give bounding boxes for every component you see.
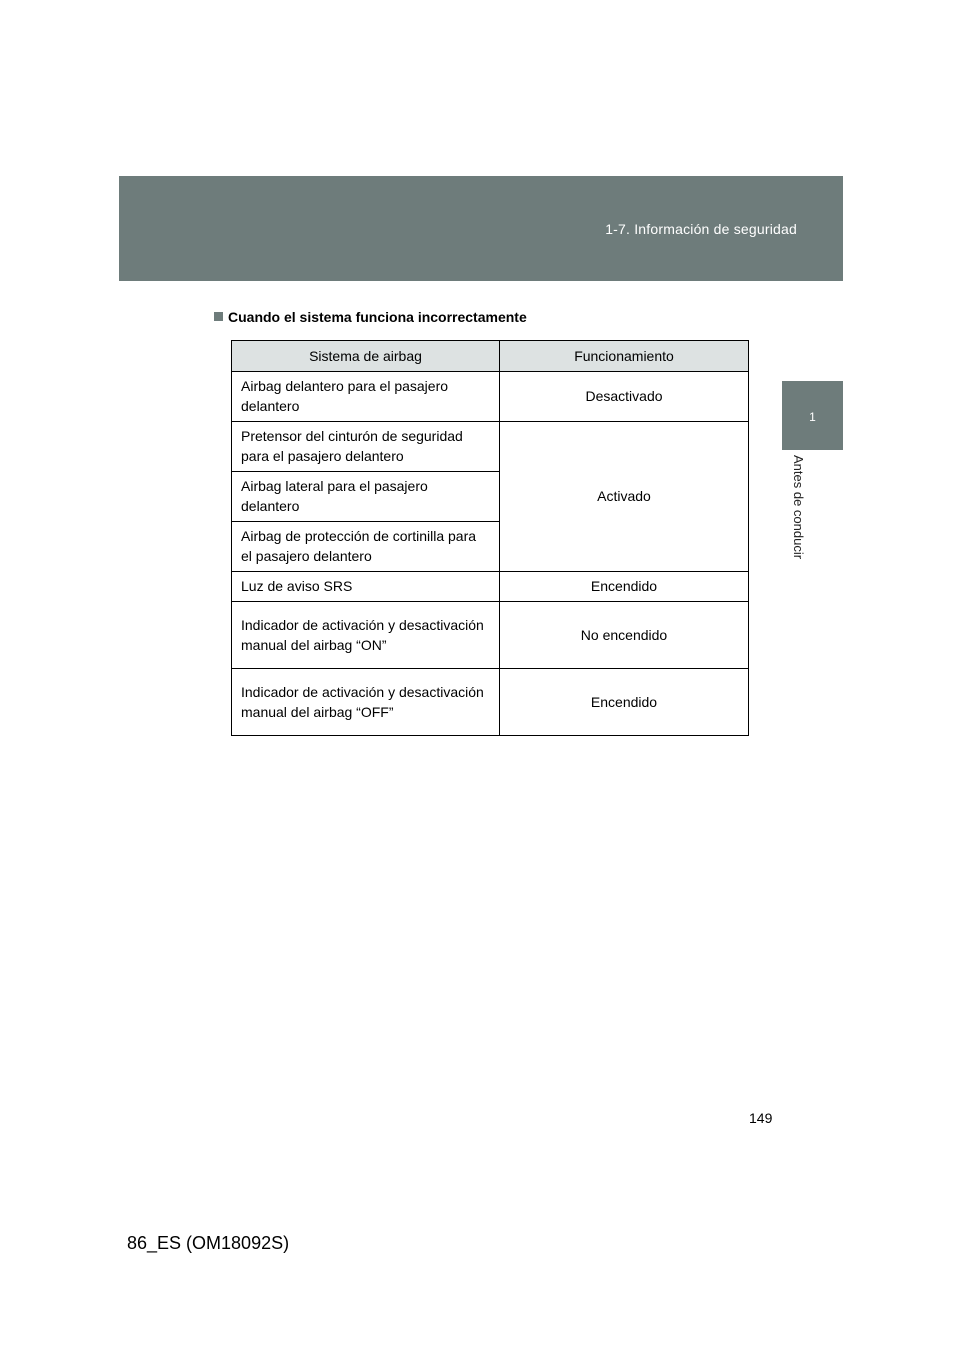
state-cell: Encendido [500, 669, 749, 736]
state-cell: No encendido [500, 602, 749, 669]
section-title: 1-7. Información de seguridad [605, 221, 797, 237]
system-cell: Pretensor del cinturón de seguridad para el pasajero delantero [232, 422, 500, 472]
subheading [214, 309, 527, 325]
chapter-label: Antes de conducir [791, 455, 806, 560]
header-band [119, 176, 843, 281]
system-cell: Airbag de protección de cortinilla para el pasajero delantero [232, 522, 500, 572]
table-row [232, 422, 749, 472]
state-cell: Desactivado [500, 372, 749, 422]
state-cell: Activado [500, 422, 749, 572]
table-row [232, 572, 749, 602]
table-row [232, 372, 749, 422]
bullet-square-icon [214, 312, 223, 321]
system-cell: Luz de aviso SRS [232, 572, 500, 602]
system-cell: Airbag delantero para el pasajero delantero [232, 372, 500, 422]
page-number: 149 [749, 1110, 773, 1126]
system-cell: Airbag lateral para el pasajero delantero [232, 472, 500, 522]
document-code: 86_ES (OM18092S) [127, 1233, 290, 1253]
column-header-system: Sistema de airbag [232, 341, 500, 372]
chapter-tab [782, 381, 843, 450]
system-cell: Indicador de activación y desactivación manual del airbag “ON” [232, 602, 500, 669]
chapter-number: 1 [809, 410, 816, 424]
table-header-row [232, 341, 749, 372]
airbag-table [231, 340, 749, 736]
table-row [232, 602, 749, 669]
subheading-text: Cuando el sistema funciona incorrectamente [228, 309, 527, 325]
state-cell: Encendido [500, 572, 749, 602]
column-header-state: Funcionamiento [500, 341, 749, 372]
system-cell: Indicador de activación y desactivación manual del airbag “OFF” [232, 669, 500, 736]
table-row [232, 669, 749, 736]
